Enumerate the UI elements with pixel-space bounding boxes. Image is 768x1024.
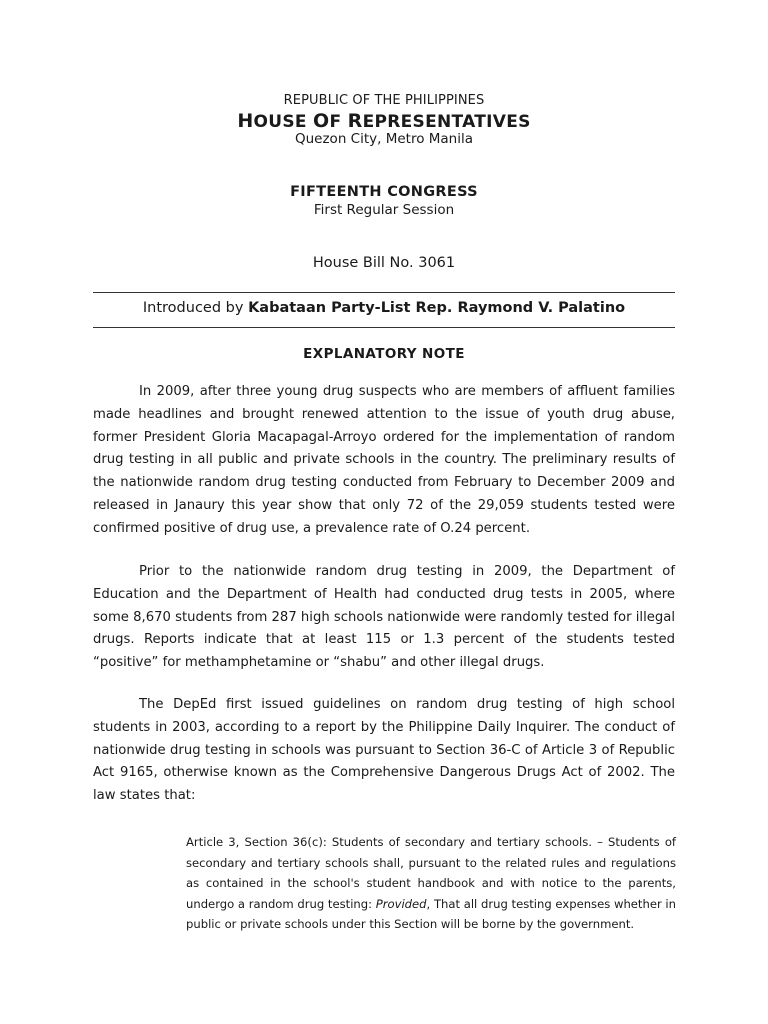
- top-divider: [93, 292, 675, 293]
- session-line: First Regular Session: [313, 202, 455, 218]
- quote-text-before: Article 3, Section 36(c): Students of secondary and tertiary schools. – Students of secondary and tertiary schools shall, pursuant to the related rules and regulations as contained in the school's student handbook and with notice to the parents, undergo a random drug testing:: [186, 835, 676, 911]
- congress-heading: FIFTEENTH CONGRESS: [290, 184, 478, 200]
- representatives-initial: R: [347, 110, 363, 132]
- explanatory-note-heading: EXPLANATORY NOTE: [303, 346, 465, 362]
- paragraph-2: Prior to the nationwide random drug testing in 2009, the Department of Education and the Department of Health had conducted drug tests in 2005, where some 8,670 students from 287 high schools nationwide were randomly tested for illegal drugs. Reports indicate that at least 115 or 1.3 percent of the students tested “positive” for methamphetamine or “shabu” and other illegal drugs.: [93, 564, 675, 671]
- paragraph-3: The DepEd first issued guidelines on random drug testing of high school students in 2003, according to a report by the Philippine Daily Inquirer. The conduct of nationwide drug testing in schools was pursuant to Section 36-C of Article 3 of Republic Act 9165, otherwise known as the Comprehensive Dangerous Drugs Act of 2002. The law states that:: [93, 697, 675, 804]
- bottom-divider: [93, 327, 675, 328]
- law-quote: [186, 832, 676, 935]
- paragraph-1: In 2009, after three young drug suspects who are members of affluent families made headlines and brought renewed attention to the issue of youth drug abuse, former President Gloria Macapagal-Arroyo ordered for the implementation of random drug testing in all public and private schools in the country. The preliminary results of the nationwide random drug testing conducted from February to December 2009 and released in Janaury this year show that only 72 of the 29,059 students tested were confirmed positive of drug use, a prevalence rate of O.24 percent.: [93, 384, 675, 536]
- of-rest: F: [329, 112, 348, 132]
- of-initial: O: [313, 110, 330, 132]
- city-line: Quezon City, Metro Manila: [294, 131, 474, 147]
- house-rest: OUSE: [253, 112, 314, 132]
- introduced-line: [0, 300, 768, 316]
- house-initial: H: [237, 110, 254, 132]
- bill-number: House Bill No. 3061: [312, 255, 456, 271]
- introduced-prefix: Introduced by: [142, 300, 249, 316]
- republic-heading: REPUBLIC OF THE PHILIPPINES: [283, 93, 485, 108]
- representatives-rest: EPRESENTATIVES: [362, 112, 531, 132]
- author-name: Kabataan Party-List Rep. Raymond V. Palatino: [248, 300, 626, 316]
- quote-italic: Provided: [375, 896, 427, 911]
- quote-text-after: , That all drug testing expenses whether in public or private schools under this Section will be borne by the government.: [186, 896, 676, 931]
- house-of-representatives-heading: [0, 110, 768, 132]
